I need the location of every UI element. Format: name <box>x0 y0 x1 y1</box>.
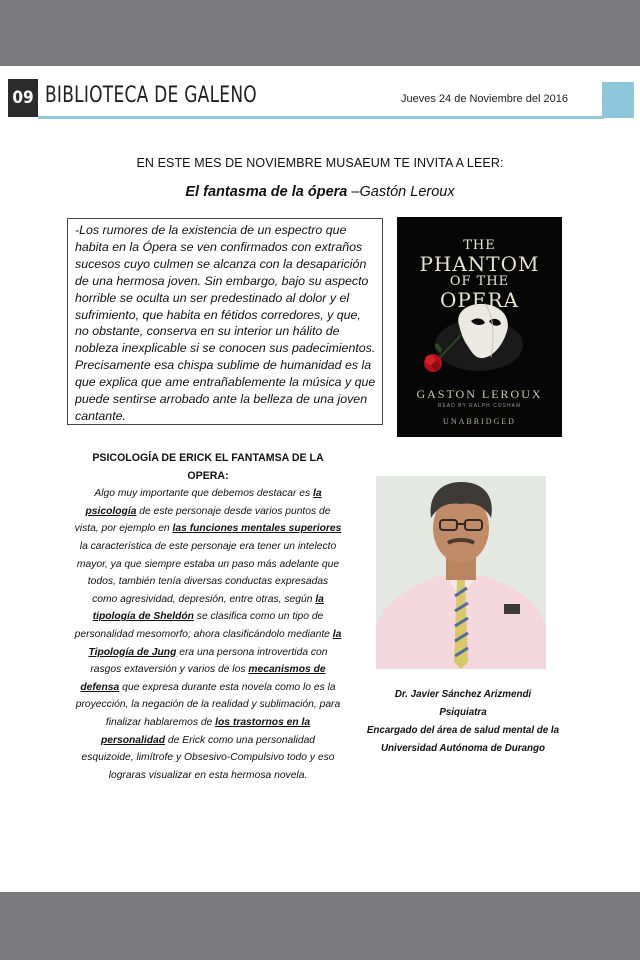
cover-title-line: THE <box>463 238 496 253</box>
book-author: –Gastón Leroux <box>351 184 455 200</box>
article-body <box>74 485 342 784</box>
article-text: se clasifica como un tipo de personalidad mesomorfo; ahora clasificándolo mediante <box>74 611 333 640</box>
header-accent-box <box>602 82 634 118</box>
article-heading: PSICOLOGÍA DE ERICK EL FANTAMSA DE LA OPERA: <box>92 452 324 482</box>
article-text: Algo muy importante que debemos destacar es <box>94 488 314 500</box>
synopsis-box: -Los rumores de la existencia de un espectro que habita en la Ópera se ven confirmados con extraños sucesos cuyo culmen se alcanza con la desaparición de una hermosa joven. Sin embargo, bajo su aspecto horrible se oculta un ser predestinado al dolor y el sufrimiento, que habita en fétidos corredores, y que, no obstante, conserva en su interior un hálito de nobleza inexplicable si se conocen sus padecimientos. Precisamente esa chispa sublime de humanidad es la que explica que ame entrañablemente la música y que puede sentirse arrobado ante la belleza de una joven cantante. <box>67 218 383 425</box>
cover-title-line: PHANTOM <box>419 252 540 276</box>
doctor-portrait <box>376 476 546 669</box>
psychology-article <box>74 450 342 784</box>
key-term: las funciones mentales superiores <box>172 523 342 535</box>
article-text: la característica de este personaje era tener un intelecto mayor, ya que siempre estaba un paso más adelante que todos, también tenía diversas conductas expresadas como agresividad, depresión, entre otras, según <box>76 540 340 605</box>
article-text: de Erick como una personalidad esquizoide, limítrofe y Obsesivo-Compulsivo todo y eso lograras visualizar en esta hermosa novela. <box>81 734 335 781</box>
key-term: mecanismos de defensa <box>80 664 326 693</box>
cover-narrator: READ BY RALPH COSHAM <box>437 403 522 409</box>
cover-author: GASTON LEROUX <box>416 387 543 401</box>
cover-edition: UNABRIDGED <box>443 417 516 426</box>
key-term: la Tipología de Jung <box>88 628 342 658</box>
article-text: de este personaje desde varios puntos de vista, por ejemplo en <box>74 505 331 535</box>
book-cover <box>397 217 562 437</box>
issue-date: Jueves 24 de Noviembre del 2016 <box>401 93 568 105</box>
magazine-page <box>0 66 640 892</box>
page-header <box>8 79 632 117</box>
key-term: los trastornos en la personalidad <box>100 716 311 746</box>
cover-title-line: OF THE <box>449 274 510 289</box>
book-title-line <box>0 184 640 200</box>
book-title: El fantasma de la ópera <box>185 184 348 200</box>
key-term: la psicología <box>85 488 322 517</box>
article-text: era una persona introvertida con rasgos extaversión y varios de los <box>90 646 328 676</box>
header-rule <box>38 116 604 119</box>
article-text: que expresa durante esta novela como lo es la proyección, la negación de la realidad y sublimación, para finalizar hablaremos de <box>75 681 341 728</box>
key-term: la tipología de Sheldón <box>92 593 324 623</box>
cover-title-line: OPERA <box>440 288 519 312</box>
author-position: Encargado del área de salud mental de la Universidad Autónoma de Durango <box>366 725 560 754</box>
author-photo <box>376 476 546 669</box>
page-number: 09 <box>8 79 38 117</box>
invite-heading: EN ESTE MES DE NOVIEMBRE MUSAEUM TE INVITA A LEER: <box>136 156 504 170</box>
cover-title <box>397 237 562 312</box>
author-name: Dr. Javier Sánchez Arizmendi <box>394 689 532 700</box>
author-caption <box>360 686 566 758</box>
section-title: BIBLIOTECA DE GALENO <box>45 83 257 108</box>
author-role: Psiquiatra <box>439 707 487 718</box>
